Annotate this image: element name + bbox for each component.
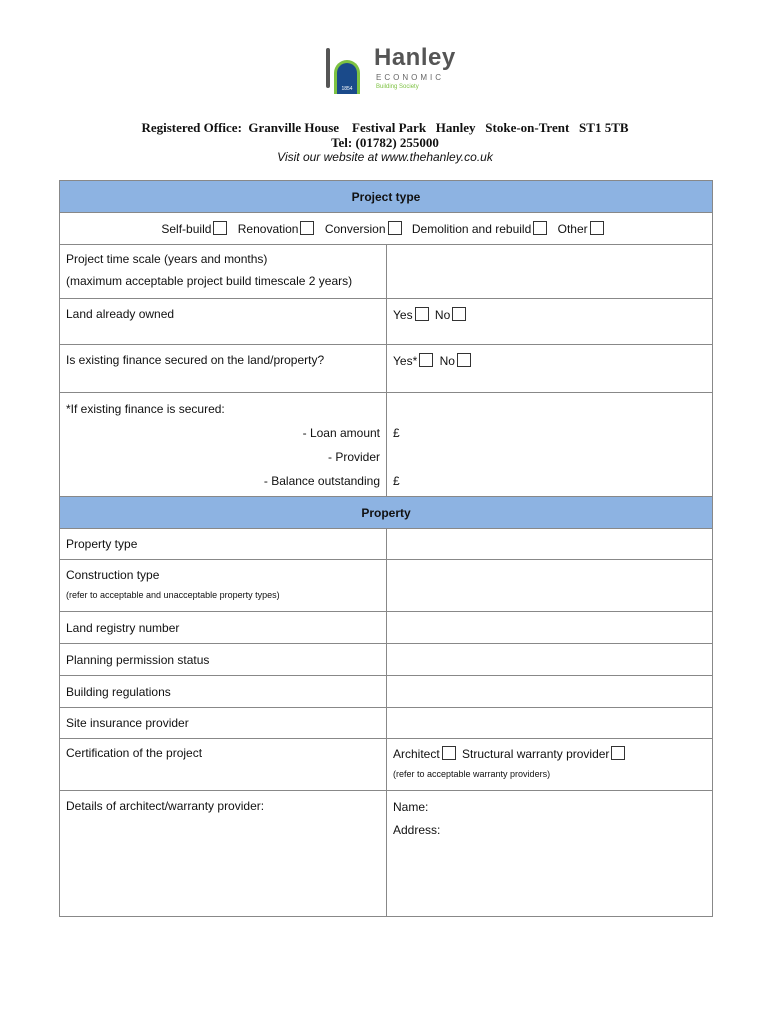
- details-input[interactable]: [387, 791, 713, 917]
- logo-name: Hanley: [374, 44, 456, 71]
- land-registry-input[interactable]: [387, 612, 713, 644]
- architect-checkbox[interactable]: [442, 746, 456, 760]
- land-owned-label: Land already owned: [60, 299, 387, 345]
- registered-address: Registered Office: Granville House Festival Park Hanley Stoke-on-Trent ST1 5TB: [141, 120, 629, 135]
- conversion-checkbox[interactable]: [388, 221, 402, 235]
- self-build-checkbox[interactable]: [213, 221, 227, 235]
- property-header: Property: [60, 497, 713, 529]
- warranty-note: (refer to acceptable warranty providers): [393, 769, 551, 779]
- finance-label: Is existing finance secured on the land/property?: [60, 345, 387, 393]
- project-type-header: Project type: [60, 181, 713, 213]
- details-label: Details of architect/warranty provider:: [60, 791, 387, 917]
- renovation-checkbox[interactable]: [300, 221, 314, 235]
- finance-details-inputs[interactable]: [387, 393, 713, 497]
- site-insurance-label: Site insurance provider: [60, 708, 387, 739]
- option-conversion: Conversion: [325, 222, 405, 236]
- time-scale-label: Project time scale (years and months): [66, 252, 268, 266]
- certification-label: Certification of the project: [60, 739, 387, 791]
- construction-type-cell: [60, 560, 387, 612]
- project-type-options: [60, 213, 713, 245]
- logo-year: 1854: [341, 86, 353, 92]
- option-self-build: Self-build: [161, 222, 230, 236]
- logo-mark-icon: [326, 46, 364, 94]
- warranty-checkbox[interactable]: [611, 746, 625, 760]
- balance-label: - Balance outstanding: [263, 474, 380, 488]
- certification-options: Architect Structural warranty provider (refer to acceptable warranty providers): [387, 739, 713, 791]
- finance-no-checkbox[interactable]: [457, 353, 471, 367]
- option-demolition: Demolition and rebuild: [412, 222, 550, 236]
- time-scale-input[interactable]: [387, 245, 713, 299]
- provider-label: - Provider: [327, 450, 380, 464]
- time-scale-label-cell: [60, 245, 387, 299]
- property-type-input[interactable]: [387, 529, 713, 560]
- land-owned-yes-checkbox[interactable]: [415, 307, 429, 321]
- property-type-label: Property type: [60, 529, 387, 560]
- logo-tag: Building Society: [376, 84, 419, 90]
- construction-type-label: Construction type: [66, 568, 160, 582]
- loan-amount-currency: £: [393, 426, 400, 440]
- land-owned-no-checkbox[interactable]: [452, 307, 466, 321]
- loan-amount-label: - Loan amount: [302, 426, 380, 440]
- planning-label: Planning permission status: [60, 644, 387, 676]
- land-owned-options: Yes No: [387, 299, 713, 345]
- time-scale-note: (maximum acceptable project build timescale 2 years): [66, 274, 353, 288]
- name-label: Name:: [393, 800, 429, 814]
- building-regs-label: Building regulations: [60, 676, 387, 708]
- logo-sub: ECONOMIC: [376, 73, 444, 82]
- land-registry-label: Land registry number: [60, 612, 387, 644]
- application-form: [59, 180, 713, 917]
- building-regs-input[interactable]: [387, 676, 713, 708]
- other-checkbox[interactable]: [590, 221, 604, 235]
- finance-note: *If existing finance is secured:: [66, 402, 225, 416]
- finance-options: Yes* No: [387, 345, 713, 393]
- demolition-checkbox[interactable]: [533, 221, 547, 235]
- construction-type-input[interactable]: [387, 560, 713, 612]
- option-renovation: Renovation: [238, 222, 318, 236]
- website-line: Visit our website at www.thehanley.co.uk: [277, 150, 493, 164]
- address-label: Address:: [393, 823, 441, 837]
- construction-type-note: (refer to acceptable and unacceptable property types): [66, 590, 280, 600]
- finance-yes-checkbox[interactable]: [419, 353, 433, 367]
- header: [0, 120, 770, 165]
- option-other: Other: [558, 222, 607, 236]
- site-insurance-input[interactable]: [387, 708, 713, 739]
- balance-currency: £: [393, 474, 400, 488]
- telephone: Tel: (01782) 255000: [331, 135, 439, 150]
- planning-input[interactable]: [387, 644, 713, 676]
- finance-details-labels: [60, 393, 387, 497]
- hanley-logo: [326, 46, 476, 98]
